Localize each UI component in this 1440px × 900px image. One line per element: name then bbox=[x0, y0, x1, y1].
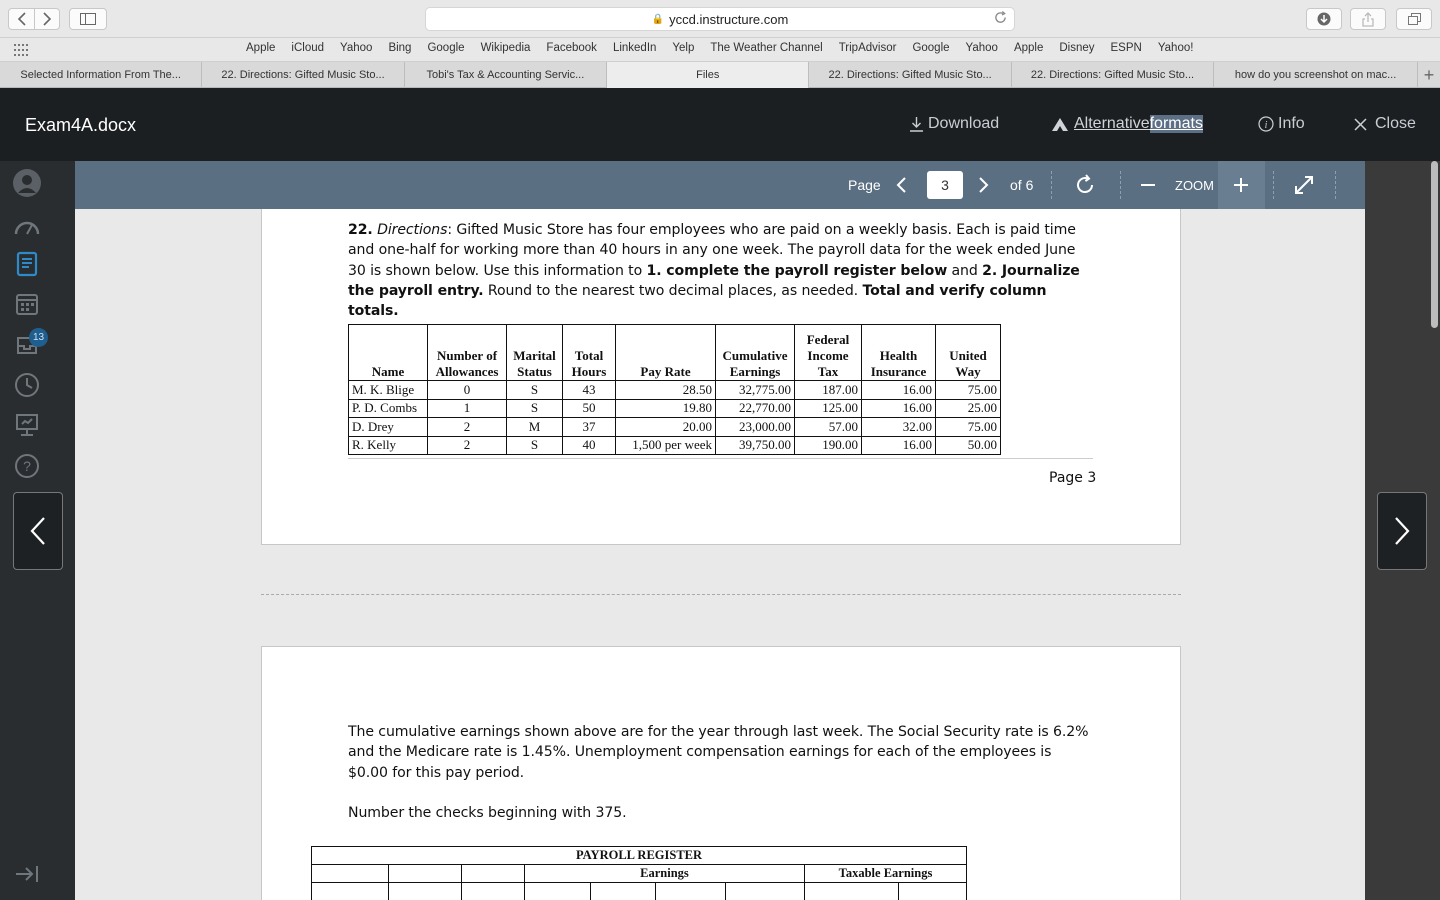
tab-overview-button[interactable] bbox=[1396, 8, 1432, 30]
download-button[interactable] bbox=[909, 115, 999, 133]
info-button[interactable] bbox=[1258, 115, 1305, 133]
browser-tab[interactable]: how do you screenshot on mac... bbox=[1214, 62, 1418, 88]
register-subheader-row bbox=[312, 883, 967, 900]
forward-button[interactable] bbox=[34, 8, 60, 30]
instruction-bold: 2. Journalize the payroll entry. bbox=[348, 262, 1080, 299]
table-cell: 0 bbox=[428, 381, 507, 400]
calendar-icon[interactable] bbox=[11, 288, 43, 320]
instruction-bold: 1. complete the payroll register below bbox=[646, 262, 948, 279]
table-cell: S bbox=[507, 399, 563, 418]
browser-toolbar bbox=[0, 0, 1440, 38]
alternative-formats-label: Alternative bbox=[1074, 115, 1150, 132]
column-header: Federal Income Tax bbox=[795, 325, 862, 381]
check-number-paragraph: Number the checks beginning with 375. bbox=[348, 805, 627, 821]
table-cell: 2 bbox=[428, 436, 507, 455]
register-cell[interactable] bbox=[591, 883, 656, 900]
favorite-link[interactable]: TripAdvisor bbox=[838, 42, 897, 54]
lock-icon: 🔒 bbox=[651, 13, 665, 25]
table-cell: R. Kelly bbox=[349, 436, 428, 455]
column-header: Marital Status bbox=[507, 325, 563, 381]
register-title: PAYROLL REGISTER bbox=[312, 847, 967, 865]
new-tab-button[interactable]: + bbox=[1423, 64, 1435, 85]
table-cell: 16.00 bbox=[862, 436, 936, 455]
sidebar-toggle-button[interactable] bbox=[69, 8, 107, 30]
collapse-nav-icon[interactable] bbox=[11, 858, 43, 890]
toolbar-divider bbox=[1335, 171, 1336, 199]
table-cell: 187.00 bbox=[795, 381, 862, 400]
favorite-link[interactable]: Apple bbox=[1013, 42, 1044, 54]
table-cell: M. K. Blige bbox=[349, 381, 428, 400]
register-title-row bbox=[312, 847, 967, 865]
column-header: Name bbox=[349, 325, 428, 381]
account-icon[interactable] bbox=[11, 167, 43, 199]
download-icon bbox=[909, 116, 924, 132]
fullscreen-button[interactable] bbox=[1294, 161, 1314, 209]
favorite-link[interactable]: Yahoo bbox=[340, 42, 373, 54]
previous-page-button[interactable] bbox=[895, 161, 907, 209]
close-button[interactable] bbox=[1354, 115, 1416, 133]
history-icon[interactable] bbox=[11, 369, 43, 401]
register-cell[interactable] bbox=[805, 883, 899, 900]
table-cell: 28.50 bbox=[616, 381, 716, 400]
zoom-in-button[interactable] bbox=[1218, 161, 1265, 209]
taxable-earnings-group-header: Taxable Earnings bbox=[805, 865, 967, 883]
table-cell: 1 bbox=[428, 399, 507, 418]
favorite-link[interactable]: LinkedIn bbox=[612, 42, 657, 54]
chevron-right-icon bbox=[978, 176, 990, 194]
svg-text:?: ? bbox=[23, 458, 31, 474]
next-page-button[interactable] bbox=[978, 161, 990, 209]
viewer-toolbar bbox=[75, 161, 1365, 209]
earnings-group-header: Earnings bbox=[525, 865, 805, 883]
register-cell[interactable] bbox=[726, 883, 805, 900]
help-icon[interactable] bbox=[11, 450, 43, 482]
page-footer-label: Page 3 bbox=[1049, 470, 1097, 486]
close-icon bbox=[1354, 118, 1367, 131]
favorite-link[interactable]: Yahoo! bbox=[1157, 42, 1194, 54]
page-separator bbox=[261, 594, 1181, 595]
table-cell: 50 bbox=[563, 399, 616, 418]
favorite-link[interactable]: Yelp bbox=[672, 42, 695, 54]
back-button[interactable] bbox=[8, 8, 35, 30]
alternative-formats-button[interactable] bbox=[1050, 115, 1203, 133]
register-cell[interactable] bbox=[656, 883, 726, 900]
table-row bbox=[349, 399, 1001, 418]
table-cell: 2 bbox=[428, 418, 507, 437]
question-number: 22. bbox=[348, 222, 373, 238]
column-header: Health Insurance bbox=[862, 325, 936, 381]
table-cell: 43 bbox=[563, 381, 616, 400]
register-cell[interactable] bbox=[312, 865, 389, 883]
directions-text: and bbox=[947, 262, 983, 279]
table-cell: 16.00 bbox=[862, 399, 936, 418]
table-row bbox=[349, 436, 1001, 455]
favorite-link[interactable]: Bing bbox=[388, 42, 412, 54]
table-cell: 75.00 bbox=[936, 418, 1001, 437]
directions-paragraph bbox=[348, 220, 1093, 321]
url-text: yccd.instructure.com bbox=[669, 11, 789, 27]
share-button[interactable] bbox=[1350, 8, 1386, 30]
register-group-row bbox=[312, 865, 967, 883]
directions-text: Round to the nearest two decimal places, as needed. bbox=[483, 282, 863, 299]
svg-text:i: i bbox=[1264, 120, 1268, 131]
chevron-left-icon bbox=[29, 516, 47, 546]
zoom-out-button[interactable] bbox=[1140, 161, 1156, 209]
chevron-right-icon bbox=[1393, 516, 1411, 546]
tab-overview-icon bbox=[1408, 13, 1421, 25]
address-bar[interactable] bbox=[425, 7, 1015, 31]
table-row bbox=[349, 381, 1001, 400]
browser-tab[interactable]: 22. Directions: Gifted Music Sto... bbox=[809, 62, 1011, 88]
alternative-formats-label-highlight: formats bbox=[1149, 115, 1203, 132]
document-title: Exam4A.docx bbox=[25, 115, 137, 135]
column-header: Number of Allowances bbox=[428, 325, 507, 381]
favorites-bar bbox=[0, 38, 1440, 62]
document-page bbox=[261, 209, 1181, 545]
document-page bbox=[261, 646, 1181, 900]
favorite-link[interactable]: The Weather Channel bbox=[710, 42, 823, 54]
column-header: United Way bbox=[936, 325, 1001, 381]
chevron-left-icon bbox=[17, 12, 27, 26]
download-icon bbox=[1317, 12, 1331, 26]
table-cell: 25.00 bbox=[936, 399, 1001, 418]
previous-file-button[interactable] bbox=[13, 492, 63, 570]
document-viewer[interactable] bbox=[75, 209, 1365, 900]
register-cell[interactable] bbox=[389, 865, 462, 883]
download-label: Download bbox=[928, 115, 1000, 132]
table-cell: 19.80 bbox=[616, 399, 716, 418]
table-cell: 16.00 bbox=[862, 381, 936, 400]
favorite-link[interactable]: Google bbox=[912, 42, 950, 54]
table-cell: 37 bbox=[563, 418, 616, 437]
minus-icon bbox=[1140, 177, 1156, 193]
alternative-formats-icon bbox=[1050, 117, 1070, 132]
browser-tab[interactable]: 22. Directions: Gifted Music Sto... bbox=[1012, 62, 1214, 88]
table-cell: D. Drey bbox=[349, 418, 428, 437]
favorites-list bbox=[246, 42, 1193, 54]
table-cell: 125.00 bbox=[795, 399, 862, 418]
register-cell[interactable] bbox=[389, 883, 462, 900]
commons-icon[interactable] bbox=[11, 409, 43, 441]
plus-icon bbox=[1233, 177, 1249, 193]
toolbar-divider bbox=[1051, 171, 1052, 199]
table-cell: 23,000.00 bbox=[716, 418, 795, 437]
table-cell: 57.00 bbox=[795, 418, 862, 437]
table-cell: 32,775.00 bbox=[716, 381, 795, 400]
payroll-register-table bbox=[311, 846, 967, 900]
table-cell: 1,500 per week bbox=[616, 436, 716, 455]
browser-tab-active[interactable]: Files bbox=[607, 62, 809, 88]
favorite-link[interactable]: Facebook bbox=[546, 42, 597, 54]
register-cell[interactable] bbox=[525, 883, 591, 900]
next-file-button[interactable] bbox=[1377, 492, 1427, 570]
courses-icon[interactable] bbox=[11, 248, 43, 280]
favorite-link[interactable]: ESPN bbox=[1110, 42, 1142, 54]
instruction-bold: Total and verify column totals. bbox=[348, 282, 1047, 320]
info-icon bbox=[1258, 116, 1274, 132]
table-cell: 20.00 bbox=[616, 418, 716, 437]
table-cell: S bbox=[507, 381, 563, 400]
reload-icon[interactable] bbox=[994, 11, 1007, 27]
favorite-link[interactable]: iCloud bbox=[291, 42, 325, 54]
info-label: Info bbox=[1278, 115, 1305, 132]
column-header: Cumulative Earnings bbox=[716, 325, 795, 381]
table-cell: 190.00 bbox=[795, 436, 862, 455]
table-row bbox=[349, 418, 1001, 437]
tab-bar bbox=[0, 62, 1440, 88]
rotate-button[interactable] bbox=[1074, 161, 1096, 209]
table-header-row bbox=[349, 325, 1001, 381]
register-cell[interactable] bbox=[899, 883, 967, 900]
favorite-link[interactable]: Apple bbox=[246, 42, 276, 54]
payroll-data-table bbox=[348, 324, 1001, 455]
unread-badge: 13 bbox=[29, 328, 48, 347]
rotate-icon bbox=[1074, 174, 1096, 196]
directions-label: Directions bbox=[377, 222, 448, 238]
favorite-link[interactable]: Yahoo bbox=[965, 42, 998, 54]
grid-icon[interactable] bbox=[14, 44, 30, 56]
zoom-label: ZOOM bbox=[1175, 177, 1214, 193]
toolbar-divider bbox=[1273, 171, 1274, 199]
page-label: Page bbox=[848, 177, 881, 193]
page-number-input[interactable]: 3 bbox=[927, 171, 963, 199]
register-cell[interactable] bbox=[462, 883, 525, 900]
column-header: Pay Rate bbox=[616, 325, 716, 381]
browser-tab[interactable]: 22. Directions: Gifted Music Sto... bbox=[202, 62, 404, 88]
table-cell: 39,750.00 bbox=[716, 436, 795, 455]
table-cell: S bbox=[507, 436, 563, 455]
scrollbar[interactable] bbox=[1431, 161, 1438, 328]
fullscreen-icon bbox=[1294, 175, 1314, 195]
chevron-left-icon bbox=[895, 176, 907, 194]
table-cell: M bbox=[507, 418, 563, 437]
register-cell[interactable] bbox=[312, 883, 389, 900]
table-cell: P. D. Combs bbox=[349, 399, 428, 418]
favorite-link[interactable]: Disney bbox=[1059, 42, 1095, 54]
sidebar-icon bbox=[80, 13, 96, 25]
close-label: Close bbox=[1375, 115, 1416, 132]
favorite-link[interactable]: Google bbox=[427, 42, 465, 54]
directions-text: : Gifted Music Store has four employees who are paid on a weekly basis. Each is paid time and one-half for working more than 40 hours in any one week. The payroll data for the week ended June 30 is shown below. Use this information to bbox=[348, 222, 1076, 279]
table-cell: 40 bbox=[563, 436, 616, 455]
preview-header bbox=[0, 88, 1440, 161]
table-cell: 75.00 bbox=[936, 381, 1001, 400]
favorite-link[interactable]: Wikipedia bbox=[480, 42, 531, 54]
downloads-button[interactable] bbox=[1306, 8, 1342, 30]
share-icon bbox=[1362, 12, 1374, 27]
browser-tab[interactable]: Tobi's Tax & Accounting Servic... bbox=[405, 62, 607, 88]
page-footer-rule bbox=[348, 458, 1093, 459]
column-header: Total Hours bbox=[563, 325, 616, 381]
browser-tab[interactable]: Selected Information From The... bbox=[0, 62, 202, 88]
dashboard-icon[interactable] bbox=[11, 211, 43, 243]
table-cell: 22,770.00 bbox=[716, 399, 795, 418]
table-cell: 50.00 bbox=[936, 436, 1001, 455]
toolbar-divider bbox=[1120, 171, 1121, 199]
chevron-right-icon bbox=[42, 12, 52, 26]
register-cell[interactable] bbox=[462, 865, 525, 883]
rates-paragraph: The cumulative earnings shown above are for the year through last week. The Social Security rate is 6.2% and the Medicare rate is 1.45%. Unemployment compensation earnings for each of the employees is $0.00 for this pay period. bbox=[348, 724, 1089, 781]
table-cell: 32.00 bbox=[862, 418, 936, 437]
page-count: of 6 bbox=[1010, 177, 1034, 193]
